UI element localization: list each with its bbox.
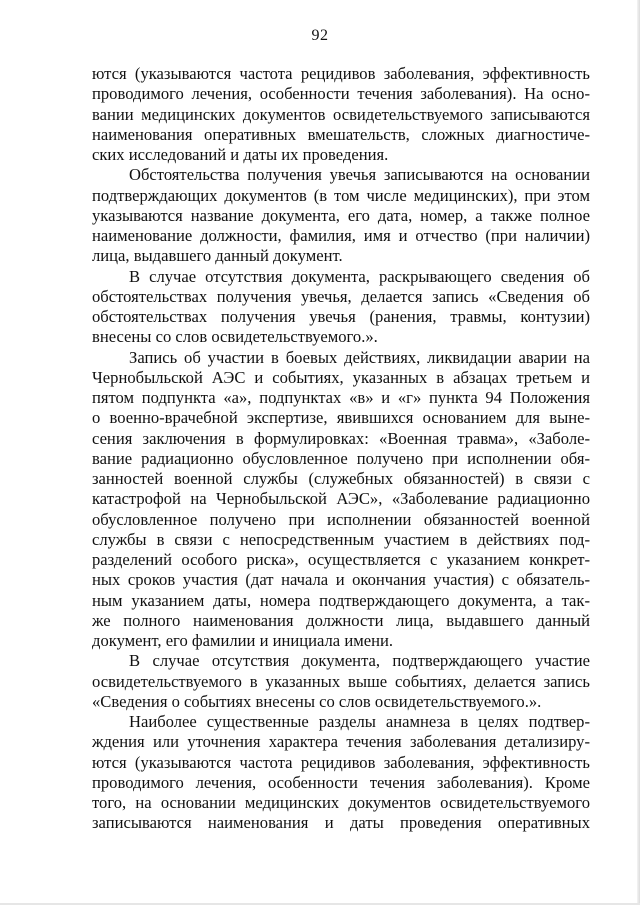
text-line: внесены со слов освидетельствуемого.».: [92, 327, 378, 347]
text-line: обстоятельствах получения увечья, делается запись «Сведения об: [92, 286, 590, 306]
text-line: о военно-врачебной экспертизе, явившихся основанием для выне-: [92, 408, 590, 428]
text-line: вании медицинских документов освидетельствуемого записываются: [92, 104, 590, 124]
text-line: проводимого лечения, особенности течения заболевания). На осно-: [92, 84, 590, 104]
text-line: наименование должности, фамилия, имя и отчество (при наличии): [92, 226, 590, 245]
page-number: 92: [311, 27, 329, 44]
text-line: «Сведения о событиях внесены со слов освидетельствуемого.».: [92, 691, 542, 711]
text-line: того, на основании медицинских документов освидетельствуемого: [92, 793, 590, 812]
text-line: указываются название документа, его дата, номер, а также полное: [92, 205, 590, 225]
text-line: ских исследований и даты их проведения.: [92, 145, 389, 164]
text-line: Обстоятельства получения увечья записываются на основании: [129, 165, 590, 185]
text-line: подтверждающих документов (в том числе медицинских), при этом: [92, 185, 590, 205]
text-line: Запись об участии в боевых действиях, ликвидации аварии на: [129, 347, 590, 367]
text-line: ются (указываются частота рецидивов заболевания, эффективность: [92, 64, 590, 83]
text-line: ждения или уточнения характера течения заболевания детализиру-: [92, 732, 590, 752]
text-line: В случае отсутствия документа, раскрывающего сведения об: [129, 266, 590, 286]
text-line: лица, выдавшего данный документ.: [92, 246, 343, 266]
text-line: документ, его фамилии и инициала имени.: [92, 631, 393, 650]
text-line: ным указанием даты, номера подтверждающего документа, а так-: [92, 590, 590, 610]
text-line: В случае отсутствия документа, подтверждающего участие: [129, 651, 590, 671]
text-line: обстоятельствах получения увечья (ранения, травмы, контузии): [92, 307, 590, 326]
text-line: проводимого лечения, особенности течения заболевания). Кроме: [92, 772, 590, 792]
text-line: разделений особого риска», осуществляется с указанием конкрет-: [92, 550, 590, 569]
text-line: катастрофой на Чернобыльской АЭС», «Заболевание радиационно: [92, 489, 590, 509]
text-line: ются (указываются частота рецидивов заболевания, эффективность: [92, 752, 590, 772]
paragraph: [92, 712, 590, 834]
paragraph: [92, 267, 590, 348]
text-line: обусловленное получено при исполнении обязанностей военной: [92, 509, 590, 529]
paragraph: [92, 165, 590, 266]
text-line: Чернобыльской АЭС и событиях, указанных в абзацах третьем и: [92, 367, 590, 387]
text-line: занностей военной службы (служебных обязанностей) в связи с: [92, 469, 590, 488]
text-line: вание радиационно обусловленное получено при исполнении обя-: [92, 448, 590, 468]
text-line: ных сроков участия (дат начала и окончания участия) с обязатель-: [92, 570, 590, 590]
text-line: записываются наименования и даты проведения оперативных: [92, 813, 590, 833]
text-line: службы в связи с непосредственным участием в действиях под-: [92, 529, 590, 549]
body-text: [92, 64, 590, 834]
text-line: наименования оперативных вмешательств, сложных диагностиче-: [92, 124, 590, 144]
text-line: освидетельствуемого в указанных выше событиях, делается запись: [92, 671, 590, 691]
text-line: сения заключения в формулировках: «Военная травма», «Заболе-: [92, 428, 590, 448]
text-line: Наиболее существенные разделы анамнеза в целях подтвер-: [129, 712, 590, 731]
paragraph: [92, 348, 590, 652]
paragraph: [92, 651, 590, 712]
text-line: пятом подпункта «а», подпунктах «в» и «г» пункта 94 Положения: [92, 388, 590, 407]
text-line: же полного наименования должности лица, выдавшего данный: [92, 610, 590, 630]
paragraph: [92, 64, 590, 165]
